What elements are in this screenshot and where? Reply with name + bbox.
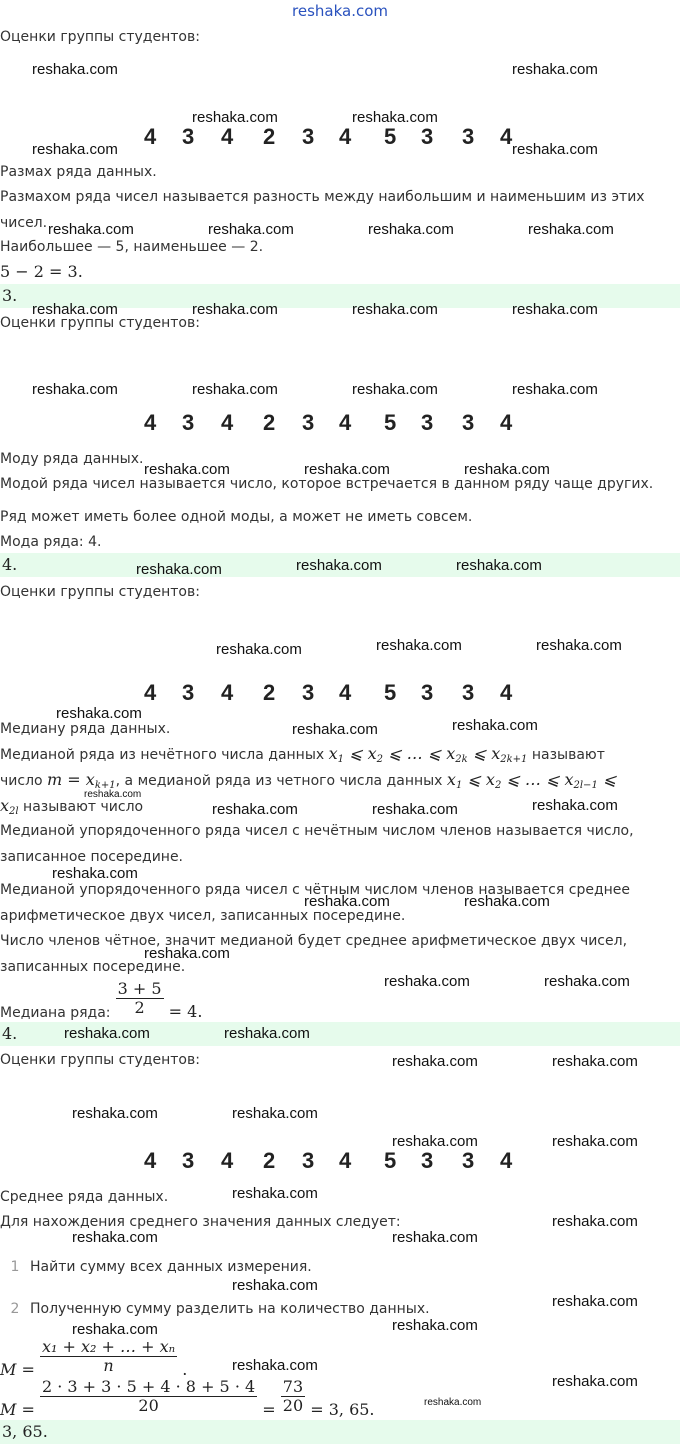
- grade: 3: [462, 1148, 475, 1173]
- calc-equals: =: [262, 1400, 276, 1419]
- watermark: reshaka.com: [552, 1213, 638, 1230]
- section4-intro: Оценки группы студентов:: [0, 1052, 200, 1068]
- section1-extremes: Наибольшее — 5, наименьшее — 2.: [0, 239, 264, 255]
- fraction-denominator: 2: [134, 998, 145, 1017]
- watermark: reshaka.com: [72, 1105, 158, 1122]
- watermark: reshaka.com: [512, 141, 598, 158]
- fraction-denominator: 20: [138, 1396, 159, 1415]
- watermark: reshaka.com: [392, 1229, 478, 1246]
- grade: 3: [462, 680, 475, 705]
- fraction-denominator: n: [103, 1356, 114, 1375]
- section3-grades: [0, 680, 680, 706]
- grade: 3: [302, 124, 315, 149]
- watermark: reshaka.com: [136, 561, 222, 578]
- fraction-numerator: x₁ + x₂ + … + xₙ: [41, 1337, 176, 1356]
- step-text: Полученную сумму разделить на количество данных.: [30, 1301, 430, 1317]
- formula-dot: .: [182, 1360, 188, 1379]
- math-inline: $x_1$ ⩽ $x_2$ ⩽ … ⩽ $x_{2k}$ ⩽ $x_{2k+1}$: [328, 744, 528, 765]
- grade: 3: [421, 124, 434, 149]
- watermark: reshaka.com: [144, 945, 230, 962]
- fraction-numerator: 73: [282, 1377, 304, 1396]
- grade: 3: [182, 680, 195, 705]
- result-label: Медиана ряда:: [0, 1005, 111, 1021]
- watermark: reshaka.com: [392, 1053, 478, 1070]
- step-text: Найти сумму всех данных измерения.: [30, 1259, 312, 1275]
- def-text: Медианой ряда из нечётного числа данных: [0, 747, 325, 763]
- def-text: называют: [531, 747, 605, 763]
- grade: 4: [500, 410, 513, 435]
- section3-definition-line1: [0, 744, 605, 770]
- watermark: reshaka.com: [372, 801, 458, 818]
- grade: 3: [302, 680, 315, 705]
- watermark: reshaka.com: [464, 893, 550, 910]
- calc-fraction: [40, 1378, 257, 1415]
- section1-topic: Размах ряда данных.: [0, 164, 157, 180]
- watermark: reshaka.com: [368, 221, 454, 238]
- grade: 3: [302, 1148, 315, 1173]
- watermark: reshaka.com: [392, 1133, 478, 1150]
- section2-definition: Модой ряда чисел называется число, которое встречается в данном ряду чаще других.: [0, 476, 654, 492]
- grade: 4: [221, 1148, 234, 1173]
- section1-definition-cont: чисел.: [0, 215, 48, 231]
- watermark: reshaka.com: [64, 1025, 150, 1042]
- section2-answer: 4.: [2, 555, 18, 574]
- calc-fraction-2: [281, 1378, 305, 1415]
- section4-lead: Для нахождения среднего значения данных следует:: [0, 1214, 401, 1230]
- watermark: reshaka.com: [528, 221, 614, 238]
- watermark: reshaka.com: [32, 301, 118, 318]
- math-inline: $m = x_{k+1}$: [47, 770, 116, 791]
- watermark: reshaka.com: [232, 1185, 318, 1202]
- section3-result: [0, 979, 203, 1021]
- site-header-link[interactable]: reshaka.com: [292, 2, 388, 20]
- watermark: reshaka.com: [352, 381, 438, 398]
- watermark: reshaka.com: [224, 1025, 310, 1042]
- watermark: reshaka.com: [352, 109, 438, 126]
- section3-note-cont: записанных посередине.: [0, 959, 186, 975]
- mean-calc: [0, 1377, 375, 1419]
- formula-lhs: M =: [0, 1360, 35, 1379]
- fraction-numerator: 3 + 5: [117, 979, 162, 998]
- section2-grades: [0, 410, 680, 436]
- watermark: reshaka.com: [216, 641, 302, 658]
- section3-odd-rule-cont: записанное посередине.: [0, 849, 184, 865]
- grade: 5: [384, 1148, 397, 1173]
- watermark: reshaka.com: [552, 1053, 638, 1070]
- watermark: reshaka.com: [292, 721, 378, 738]
- watermark: reshaka.com: [48, 221, 134, 238]
- section1-answer: 3.: [2, 286, 18, 305]
- watermark: reshaka.com: [536, 637, 622, 654]
- watermark: reshaka.com: [212, 801, 298, 818]
- watermark: reshaka.com: [192, 109, 278, 126]
- section3-even-rule: Медианой упорядоченного ряда чисел с чётным числом членов называется среднее: [0, 882, 631, 898]
- watermark: reshaka.com: [452, 717, 538, 734]
- watermark: reshaka.com: [352, 301, 438, 318]
- grade: 4: [500, 124, 513, 149]
- watermark: reshaka.com: [192, 381, 278, 398]
- grade: 5: [384, 124, 397, 149]
- grade: 4: [221, 680, 234, 705]
- watermark: reshaka.com: [296, 557, 382, 574]
- watermark: reshaka.com: [552, 1293, 638, 1310]
- section2-note: Ряд может иметь более одной моды, а может не иметь совсем.: [0, 509, 473, 525]
- mean-formula: [0, 1337, 188, 1379]
- grade: 4: [144, 1148, 157, 1173]
- formula-fraction: [40, 1338, 177, 1375]
- grade: 2: [263, 1148, 276, 1173]
- section4-grades: [0, 1148, 680, 1174]
- watermark: reshaka.com: [72, 1321, 158, 1338]
- grade: 4: [500, 1148, 513, 1173]
- watermark: reshaka.com: [52, 865, 138, 882]
- section3-intro: Оценки группы студентов:: [0, 584, 200, 600]
- step-number: 2: [10, 1301, 20, 1317]
- math-inline: $x_1$ ⩽ $x_2$ ⩽ … ⩽ $x_{2l-1}$ ⩽: [446, 770, 617, 791]
- def-text: число: [0, 773, 43, 789]
- median-fraction: [116, 980, 164, 1017]
- watermark: reshaka.com: [512, 61, 598, 78]
- watermark: reshaka.com: [32, 61, 118, 78]
- section3-even-rule-cont: арифметическое двух чисел, записанных посередине.: [0, 908, 406, 924]
- watermark: reshaka.com: [552, 1373, 638, 1390]
- grade: 4: [500, 680, 513, 705]
- fraction-numerator: 2 · 3 + 3 · 5 + 4 · 8 + 5 · 4: [41, 1377, 256, 1396]
- grade: 3: [462, 410, 475, 435]
- watermark: reshaka.com: [512, 381, 598, 398]
- watermark: reshaka.com: [532, 797, 618, 814]
- watermark: reshaka.com: [304, 461, 390, 478]
- grade: 4: [144, 124, 157, 149]
- fraction-denominator: 20: [282, 1396, 304, 1415]
- grade: 3: [182, 1148, 195, 1173]
- grade: 2: [263, 680, 276, 705]
- watermark: reshaka.com: [208, 221, 294, 238]
- section2-intro: Оценки группы студентов:: [0, 315, 200, 331]
- math-inline: $x_{2l}$: [0, 796, 19, 817]
- watermark: reshaka.com: [232, 1277, 318, 1294]
- watermark: reshaka.com: [512, 301, 598, 318]
- section4-answer: 3, 65.: [2, 1422, 48, 1441]
- watermark: reshaka.com: [304, 893, 390, 910]
- watermark: reshaka.com: [232, 1357, 318, 1374]
- grade: 4: [339, 124, 352, 149]
- step-number: 1: [10, 1259, 20, 1275]
- grade: 3: [182, 124, 195, 149]
- watermark: reshaka.com: [32, 381, 118, 398]
- section1-calc: 5 − 2 = 3.: [0, 262, 83, 281]
- section1-definition: Размахом ряда чисел называется разность между наибольшим и наименьшим из этих: [0, 189, 645, 205]
- grade: 5: [384, 410, 397, 435]
- grade: 3: [421, 1148, 434, 1173]
- section3-answer: 4.: [2, 1024, 18, 1043]
- grade: 3: [182, 410, 195, 435]
- section1-intro: Оценки группы студентов:: [0, 29, 200, 45]
- def-text: называют число: [23, 799, 144, 815]
- watermark: reshaka.com: [384, 973, 470, 990]
- section4-answer-bar: [0, 1420, 680, 1444]
- watermark: reshaka.com: [32, 141, 118, 158]
- grade: 4: [221, 410, 234, 435]
- grade: 4: [144, 410, 157, 435]
- section3-note: Число членов чётное, значит медианой будет среднее арифметическое двух чисел,: [0, 933, 628, 949]
- watermark: reshaka.com: [392, 1317, 478, 1334]
- watermark: reshaka.com: [56, 705, 142, 722]
- grade: 4: [144, 680, 157, 705]
- grade: 2: [263, 124, 276, 149]
- watermark: reshaka.com: [72, 1229, 158, 1246]
- section3-odd-rule: Медианой упорядоченного ряда чисел с нечётным числом членов называется число,: [0, 823, 634, 839]
- section4-topic: Среднее ряда данных.: [0, 1189, 169, 1205]
- result-tail: = 4.: [168, 1002, 203, 1021]
- def-text: , а медианой ряда из четного числа данных: [115, 773, 443, 789]
- grade: 3: [421, 680, 434, 705]
- calc-lhs: M =: [0, 1400, 35, 1419]
- watermark: reshaka.com: [376, 637, 462, 654]
- section2-topic: Моду ряда данных.: [0, 451, 144, 467]
- watermark: reshaka.com: [424, 1397, 482, 1408]
- grade: 3: [462, 124, 475, 149]
- watermark: reshaka.com: [232, 1105, 318, 1122]
- calc-tail: = 3, 65.: [310, 1400, 375, 1419]
- watermark: reshaka.com: [456, 557, 542, 574]
- grade: 3: [421, 410, 434, 435]
- grade: 4: [339, 410, 352, 435]
- grade: 4: [339, 680, 352, 705]
- step-item: [0, 1300, 430, 1318]
- watermark: reshaka.com: [552, 1133, 638, 1150]
- section3-topic: Медиану ряда данных.: [0, 721, 171, 737]
- grade: 3: [302, 410, 315, 435]
- step-item: [0, 1258, 312, 1276]
- grade: 2: [263, 410, 276, 435]
- watermark: reshaka.com: [84, 789, 142, 800]
- watermark: reshaka.com: [464, 461, 550, 478]
- grade: 4: [221, 124, 234, 149]
- watermark: reshaka.com: [192, 301, 278, 318]
- watermark: reshaka.com: [144, 461, 230, 478]
- section2-result: Мода ряда: 4.: [0, 534, 102, 550]
- grade: 5: [384, 680, 397, 705]
- grade: 4: [339, 1148, 352, 1173]
- watermark: reshaka.com: [544, 973, 630, 990]
